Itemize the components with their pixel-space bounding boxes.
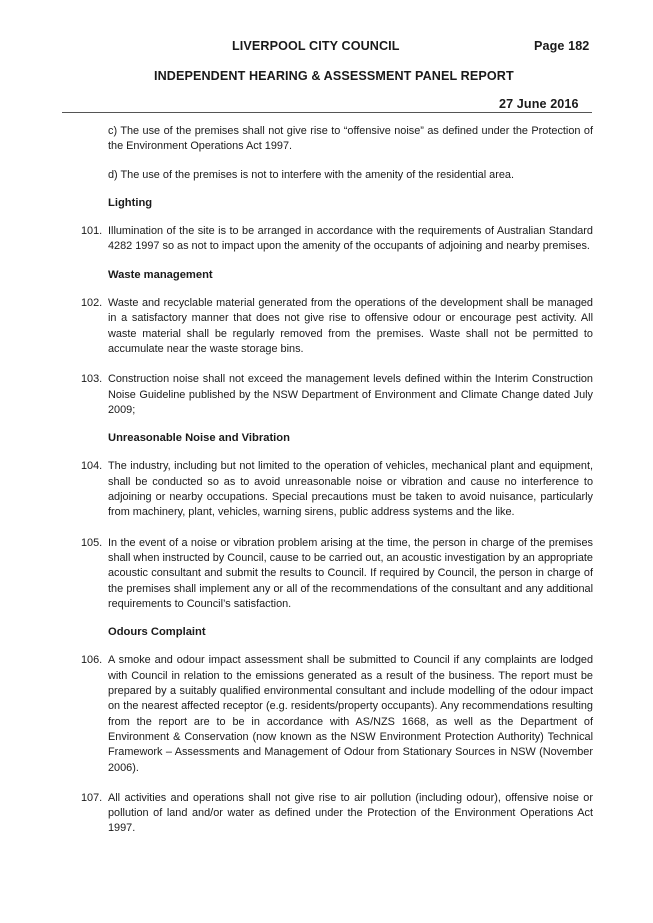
condition-text: The industry, including but not limited to the operation of vehicles, mechanical plant and equipment, shall be conducted so as to avoid unreasonable noise or vibration and cause no interference to adjoining or nearby occupations. Special precautions must be taken to avoid nuisance, particularly from machinery, plant, vehicles, warning sirens, public address systems and the like. (108, 460, 593, 519)
report-date: 27 June 2016 (499, 97, 579, 111)
condition-101 (81, 224, 593, 255)
condition-number: 104. (81, 460, 103, 473)
condition-number: 101. (81, 225, 103, 238)
condition-number: 107. (81, 791, 103, 804)
condition-text: Construction noise shall not exceed the management levels defined within the Interim Construction Noise Guideline published by the NSW Department of Environment and Climate Change dated July 2009; (108, 373, 593, 416)
header-divider (62, 112, 592, 113)
section-heading-noise: Unreasonable Noise and Vibration (108, 432, 290, 445)
document-body (0, 124, 653, 837)
condition-102 (81, 296, 593, 357)
condition-text: A smoke and odour impact assessment shall be submitted to Council if any complaints are lodged with Council in relation to the emissions generated as a result of the business. The report must be prepared by a suitably qualified environmental consultant and include modelling of the odour impact on the nearest affected receptor (e.g. residents/property occupants). Any recommendations resulting from the report are to be in accordance with AS/NZS 1668, as well as the Department of Environment & Conservation (now known as the NSW Environment Protection Authority) Technical Framework – Assessments and Management of Odour from Stationary Sources in NSW (November 2006). (108, 654, 593, 774)
condition-number: 102. (81, 297, 103, 310)
condition-text: All activities and operations shall not give rise to air pollution (including odour), offensive noise or pollution of land and/or water as defined under the Protection of the Environment Operations Act 1997. (108, 791, 593, 835)
page-number: Page 182 (534, 39, 590, 53)
council-name: LIVERPOOL CITY COUNCIL (232, 39, 400, 53)
condition-d: d) The use of the premises is not to interfere with the amenity of the residential area. (108, 168, 514, 181)
condition-106 (81, 653, 593, 775)
condition-103 (81, 372, 593, 418)
condition-number: 106. (81, 654, 103, 667)
condition-c: c) The use of the premises shall not give rise to “offensive noise” as defined under the Protection of the Environment Operations Act 1997. (108, 125, 593, 153)
condition-number: 105. (81, 536, 103, 549)
condition-105 (81, 536, 593, 612)
report-title: INDEPENDENT HEARING & ASSESSMENT PANEL REPORT (154, 69, 514, 83)
condition-107 (81, 791, 593, 837)
section-heading-odours: Odours Complaint (108, 626, 206, 639)
condition-text: Illumination of the site is to be arranged in accordance with the requirements of Australian Standard 4282 1997 so as not to impact upon the amenity of the occupants of adjoining and nearby premises. (108, 225, 593, 253)
condition-104 (81, 459, 593, 520)
condition-text: Waste and recyclable material generated from the operations of the development shall be managed in a satisfactory manner that does not give rise to offensive odour or encourage pest activity. All waste material shall be regularly removed from the premises. Waste shall not be permitted to accumulate near the waste storage bins. (108, 297, 593, 355)
condition-number: 103. (81, 373, 103, 386)
section-heading-waste: Waste management (108, 268, 213, 281)
condition-text: In the event of a noise or vibration problem arising at the time, the person in charge of the premises shall when instructed by Council, cause to be carried out, an acoustic investigation by an appropriate acoustic consultant and submit the results to Council. If required by Council, the person in charge of the premises shall implement any or all of the recommendations of the consultant and any additional requirements to Council’s satisfaction. (108, 536, 593, 610)
section-heading-lighting: Lighting (108, 196, 153, 209)
